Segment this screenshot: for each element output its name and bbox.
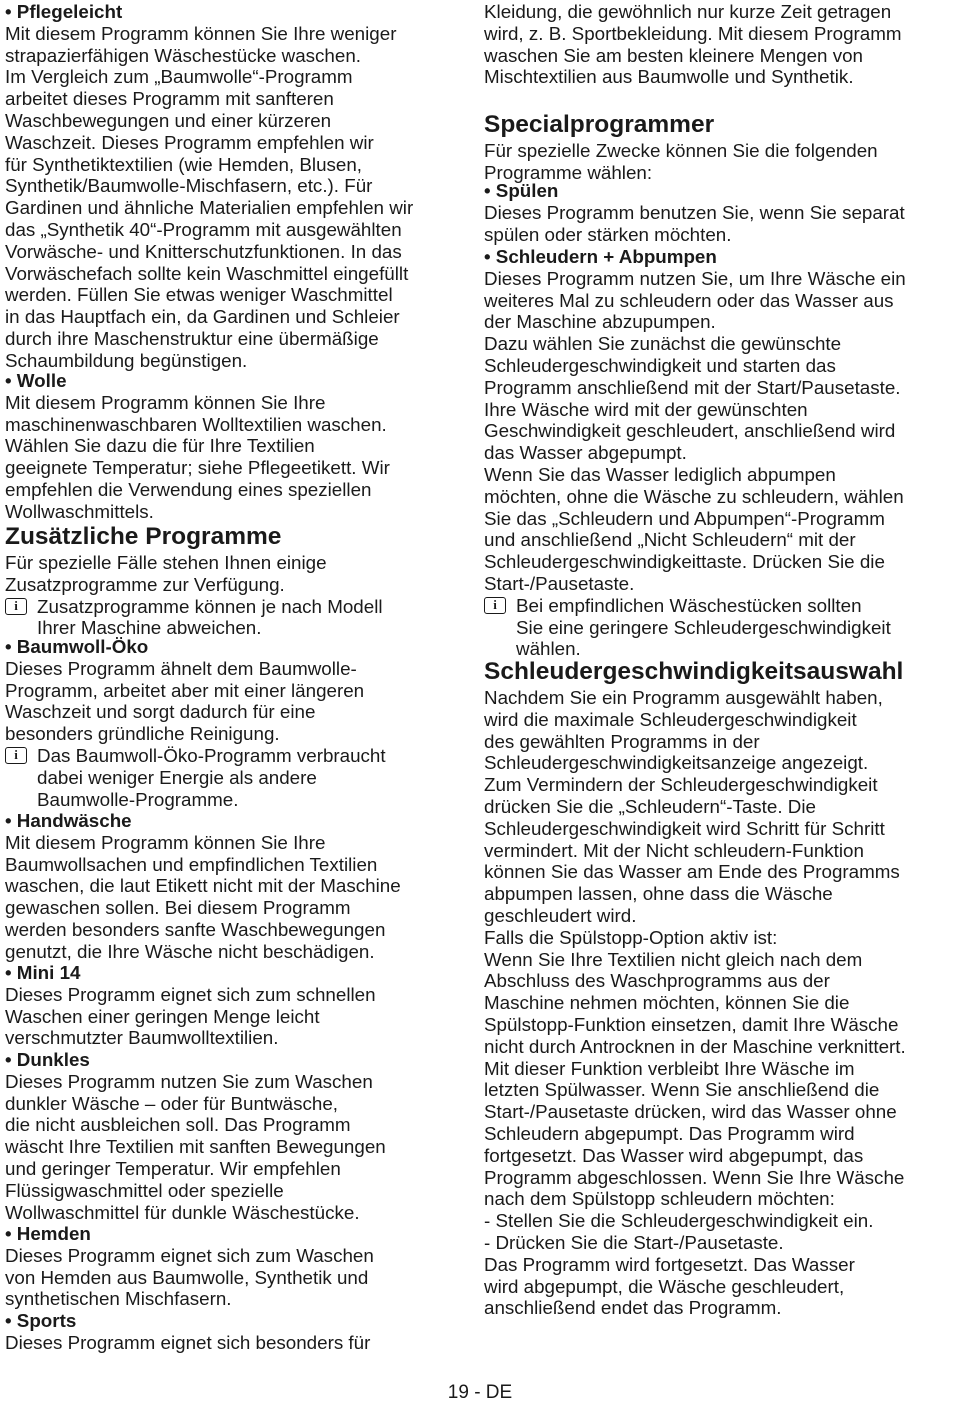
text-line: Dieses Programm nutzen Sie zum Waschen	[5, 1070, 373, 1092]
info-icon: i	[5, 598, 27, 615]
text-line: nicht durch Antrocknen in der Maschine verknittert.	[484, 1035, 906, 1057]
text-line: strapazierfähigen Wäschestücke waschen.	[5, 44, 361, 66]
text-line: dunkler Wäsche – oder für Buntwäsche,	[5, 1092, 339, 1114]
heading-pflegeleicht: • Pflegeleicht	[5, 1, 123, 22]
text-line: Abschluss des Waschprogramms aus der	[484, 970, 830, 992]
text-line: werden. Füllen Sie etwas weniger Waschmittel	[5, 284, 393, 306]
text-line: des gewählten Programms in der	[484, 730, 760, 752]
text-line: Geschwindigkeit geschleudert, anschließend wird	[484, 420, 896, 442]
text-mini14	[5, 984, 376, 1049]
note-text: Zusatzprogramme können je nach Modell	[37, 595, 383, 617]
text-line: Dieses Programm eignet sich zum Waschen	[5, 1244, 374, 1266]
text-line: synthetischen Mischfasern.	[5, 1288, 232, 1310]
note-zusatzprogramme	[5, 596, 383, 640]
note-baumwoll-oeko	[5, 745, 386, 810]
text-line: Mischtextilien aus Baumwolle und Synthetik.	[484, 66, 854, 88]
section-zusaetzliche-programme	[5, 522, 383, 639]
info-icon: i	[484, 597, 506, 614]
text-line: Dieses Programm nutzen Sie, um Ihre Wäsche ein	[484, 267, 906, 289]
text-line: Im Vergleich zum „Baumwolle“-Programm	[5, 66, 353, 88]
text-line: in das Hauptfach ein, da Gardinen und Schleier	[5, 306, 400, 328]
heading-handwaesche: • Handwäsche	[5, 810, 132, 831]
text-line: Wollwaschmittels.	[5, 500, 154, 522]
note-line	[5, 745, 386, 767]
text-line: Flüssigwaschmittel oder spezielle	[5, 1179, 284, 1201]
text-line: geschleudert wird.	[484, 904, 637, 926]
text-line: von Hemden aus Baumwolle, Synthetik und	[5, 1266, 369, 1288]
text-line: Mit diesem Programm können Sie Ihre weniger	[5, 22, 397, 44]
note-text: Bei empfindlichen Wäschestücken sollten	[516, 594, 862, 616]
text-line: spülen oder stärken möchten.	[484, 223, 732, 245]
text-line: genutzt, die Ihre Wäsche nicht beschädigen.	[5, 940, 375, 962]
text-line: Programm, arbeitet aber mit einer längeren	[5, 679, 365, 701]
text-line: Start-/Pausetaste.	[484, 572, 635, 594]
text-line: Baumwollsachen und empfindlichen Textilien	[5, 853, 378, 875]
text-line: - Drücken Sie die Start-/Pausetaste.	[484, 1231, 784, 1253]
note-line	[484, 617, 906, 639]
note-line	[5, 789, 386, 811]
text-line: vermindert. Mit der Nicht schleudern-Funktion	[484, 839, 864, 861]
heading-wolle: • Wolle	[5, 370, 67, 391]
text-spuelen	[484, 202, 905, 246]
text-line: das Wasser abgepumpt.	[484, 442, 687, 464]
text-handwaesche	[5, 832, 401, 963]
text-zusaetzliche-programme	[5, 552, 383, 596]
text-schleudergeschwindigkeitsauswahl	[484, 687, 906, 1319]
heading-hemden: • Hemden	[5, 1223, 91, 1244]
text-line: werden besonders sanfte Waschbewegungen	[5, 918, 386, 940]
heading-dunkles: • Dunkles	[5, 1049, 90, 1070]
text-line: Schleudergeschwindigkeittaste. Drücken Sie die	[484, 551, 885, 573]
section-pflegeleicht	[5, 1, 413, 372]
text-line: letzten Spülwasser. Wenn Sie anschließend die	[484, 1079, 880, 1101]
text-wolle	[5, 392, 390, 523]
section-baumwoll-oeko	[5, 636, 386, 810]
text-line: Vorwäschefach sollte kein Waschmittel eingefüllt	[5, 262, 409, 284]
text-line: wird die maximale Schleudergeschwindigkeit	[484, 708, 857, 730]
note-text: Baumwolle-Programme.	[37, 788, 239, 810]
text-line: Dieses Programm eignet sich zum schnellen	[5, 983, 376, 1005]
text-line: Dieses Programm ähnelt dem Baumwolle-	[5, 657, 357, 679]
text-line: empfehlen die Verwendung eines speziellen	[5, 478, 372, 500]
text-line: Mit dieser Funktion verbleibt Ihre Wäsche im	[484, 1057, 855, 1079]
text-line: Programm anschließend mit der Start/Pausetaste.	[484, 376, 901, 398]
text-line: weiteres Mal zu schleudern oder das Wasser aus	[484, 289, 894, 311]
text-line: der Maschine abzupumpen.	[484, 311, 716, 333]
text-line: Ihre Wäsche wird mit der gewünschten	[484, 398, 808, 420]
text-line: und anschließend „Nicht Schleudern“ mit der	[484, 529, 856, 551]
text-line: Schleudergeschwindigkeit und starten das	[484, 354, 836, 376]
text-line: Dieses Programm benutzen Sie, wenn Sie separat	[484, 201, 905, 223]
text-line: Dieses Programm eignet sich besonders für	[5, 1331, 371, 1353]
text-hemden	[5, 1245, 374, 1310]
heading-baumwoll-oeko: • Baumwoll-Öko	[5, 636, 149, 657]
text-line: arbeitet dieses Programm mit sanfteren	[5, 88, 334, 110]
text-line: anschließend endet das Programm.	[484, 1297, 782, 1319]
text-line: drücken Sie die „Schleudern“-Taste. Die	[484, 795, 816, 817]
text-line: maschinenwaschbaren Wolltextilien waschen.	[5, 413, 387, 435]
note-text: dabei weniger Energie als andere	[37, 766, 317, 788]
text-sports-continued	[484, 1, 902, 88]
section-schleudergeschwindigkeitsauswahl	[484, 657, 906, 1319]
text-line: Dazu wählen Sie zunächst die gewünschte	[484, 333, 842, 355]
heading-specialprogrammer: Specialprogrammer	[484, 111, 715, 138]
text-line: durch ihre Maschenstruktur eine übermäßige	[5, 327, 379, 349]
text-line: Für spezielle Zwecke können Sie die folgenden	[484, 140, 878, 161]
text-line: Kleidung, die gewöhnlich nur kurze Zeit getragen	[484, 1, 892, 22]
note-line	[5, 767, 386, 789]
text-line: Sie das „Schleudern und Abpumpen“-Programm	[484, 507, 885, 529]
note-text: Ihrer Maschine abweichen.	[37, 617, 262, 639]
text-line: Zum Vermindern der Schleudergeschwindigkeit	[484, 774, 878, 796]
text-line: fortgesetzt. Das Wasser wird abgepumpt, das	[484, 1144, 864, 1166]
note-line	[484, 595, 906, 617]
page-number: 19 - DE	[447, 1382, 513, 1403]
text-line: Start-/Pausetaste drücken, wird das Wasser ohne	[484, 1101, 897, 1123]
text-line: die nicht ausbleichen soll. Das Programm	[5, 1114, 351, 1136]
text-line: Für spezielle Fälle stehen Ihnen einige	[5, 552, 327, 573]
text-pflegeleicht	[5, 23, 413, 372]
text-line: Gardinen und ähnliche Materialien empfehlen wir	[5, 197, 414, 219]
text-line: verschmutzter Baumwolltextilien.	[5, 1027, 279, 1049]
text-line: und geringer Temperatur. Wir empfehlen	[5, 1157, 341, 1179]
text-line: für Synthetiktextilien (wie Hemden, Blusen,	[5, 153, 363, 175]
note-text: wählen.	[516, 638, 581, 660]
heading-schleudergeschwindigkeitsauswahl: Schleudergeschwindigkeitsauswahl	[484, 658, 904, 685]
heading-sports: • Sports	[5, 1310, 77, 1331]
text-line: abpumpen lassen, ohne dass die Wäsche	[484, 883, 833, 905]
text-line: Vorwäsche- und Knitterschutzfunktionen. In das	[5, 240, 402, 262]
text-line: geeignete Temperatur; siehe Pflegeetikett. Wir	[5, 457, 390, 479]
section-schleudern-abpumpen	[484, 246, 906, 660]
text-line: Wollwaschmittel für dunkle Wäschestücke.	[5, 1201, 360, 1223]
heading-schleudern-abpumpen: • Schleudern + Abpumpen	[484, 246, 717, 267]
note-text: Das Baumwoll-Öko-Programm verbraucht	[37, 744, 386, 766]
text-line: gewaschen sollen. Bei diesem Programm	[5, 897, 351, 919]
text-line: Schaumbildung begünstigen.	[5, 349, 248, 371]
note-empfindliche-waesche	[484, 595, 906, 660]
text-line: Mit diesem Programm können Sie Ihre	[5, 831, 326, 853]
text-line: möchten, ohne die Wäsche zu schleudern, wählen	[484, 485, 904, 507]
text-line: Mit diesem Programm können Sie Ihre	[5, 391, 326, 413]
section-hemden	[5, 1223, 374, 1310]
heading-zusaetzliche-programme: Zusätzliche Programme	[5, 523, 282, 550]
note-text: Sie eine geringere Schleudergeschwindigkeit	[516, 616, 891, 638]
section-wolle	[5, 370, 390, 523]
text-line: waschen Sie am besten kleinere Mengen von	[484, 44, 863, 66]
text-line: Das Programm wird fortgesetzt. Das Wasser	[484, 1253, 855, 1275]
section-dunkles	[5, 1049, 386, 1223]
section-specialprogrammer	[484, 110, 878, 184]
section-sports	[5, 1310, 370, 1354]
text-line: Programm abgeschlossen. Wenn Sie Ihre Wäsche	[484, 1166, 905, 1188]
section-spuelen	[484, 180, 905, 245]
text-line: das „Synthetik 40“-Programm mit ausgewählten	[5, 218, 402, 240]
section-mini14	[5, 962, 376, 1049]
text-line: - Stellen Sie die Schleudergeschwindigkeit ein.	[484, 1210, 874, 1232]
text-line: können Sie das Wasser am Ende des Programms	[484, 861, 900, 883]
text-line: nach dem Spülstopp schleudern möchten:	[484, 1188, 835, 1210]
section-handwaesche	[5, 810, 401, 963]
text-line: Nachdem Sie ein Programm ausgewählt haben,	[484, 687, 883, 708]
text-line: Programme wählen:	[484, 161, 653, 183]
text-line: waschen, die laut Etikett nicht mit der Maschine	[5, 875, 401, 897]
note-line	[5, 596, 383, 618]
text-baumwoll-oeko	[5, 658, 386, 745]
text-dunkles	[5, 1071, 386, 1224]
text-line: Falls die Spülstopp-Option aktiv ist:	[484, 926, 778, 948]
text-line: wäscht Ihre Textilien mit sanften Bewegungen	[5, 1136, 386, 1158]
text-line: Schleudern abgepumpt. Das Programm wird	[484, 1122, 855, 1144]
text-line: Maschine nehmen möchten, können Sie die	[484, 992, 850, 1014]
text-line: Waschen einer geringen Menge leicht	[5, 1005, 320, 1027]
info-icon: i	[5, 747, 27, 764]
text-schleudern-abpumpen	[484, 268, 906, 595]
text-line: Waschzeit und sorgt dadurch für eine	[5, 701, 316, 723]
text-line: Waschzeit. Dieses Programm empfehlen wir	[5, 131, 374, 153]
text-line: Waschbewegungen und einer kürzeren	[5, 109, 332, 131]
heading-spuelen: • Spülen	[484, 180, 559, 201]
text-line: Zusatzprogramme zur Verfügung.	[5, 573, 285, 595]
text-line: Wenn Sie das Wasser lediglich abpumpen	[484, 463, 836, 485]
section-sports-continued	[484, 1, 902, 88]
text-line: wird, z. B. Sportbekleidung. Mit diesem Programm	[484, 22, 902, 44]
text-line: wird abgepumpt, die Wäsche geschleudert,	[484, 1275, 845, 1297]
text-specialprogrammer	[484, 140, 878, 184]
text-line: Spülstopp-Funktion einsetzen, damit Ihre Wäsche	[484, 1013, 899, 1035]
text-line: Schleudergeschwindigkeitsanzeige angezeigt.	[484, 752, 869, 774]
text-line: Wenn Sie Ihre Textilien nicht gleich nach dem	[484, 948, 863, 970]
text-line: Synthetik/Baumwolle-Mischfasern, etc.). Für	[5, 175, 373, 197]
text-line: Schleudergeschwindigkeit wird Schritt für Schritt	[484, 817, 885, 839]
text-line: besonders gründliche Reinigung.	[5, 723, 280, 745]
heading-mini14: • Mini 14	[5, 962, 81, 983]
text-line: Wählen Sie dazu die für Ihre Textilien	[5, 435, 315, 457]
text-sports	[5, 1332, 370, 1354]
